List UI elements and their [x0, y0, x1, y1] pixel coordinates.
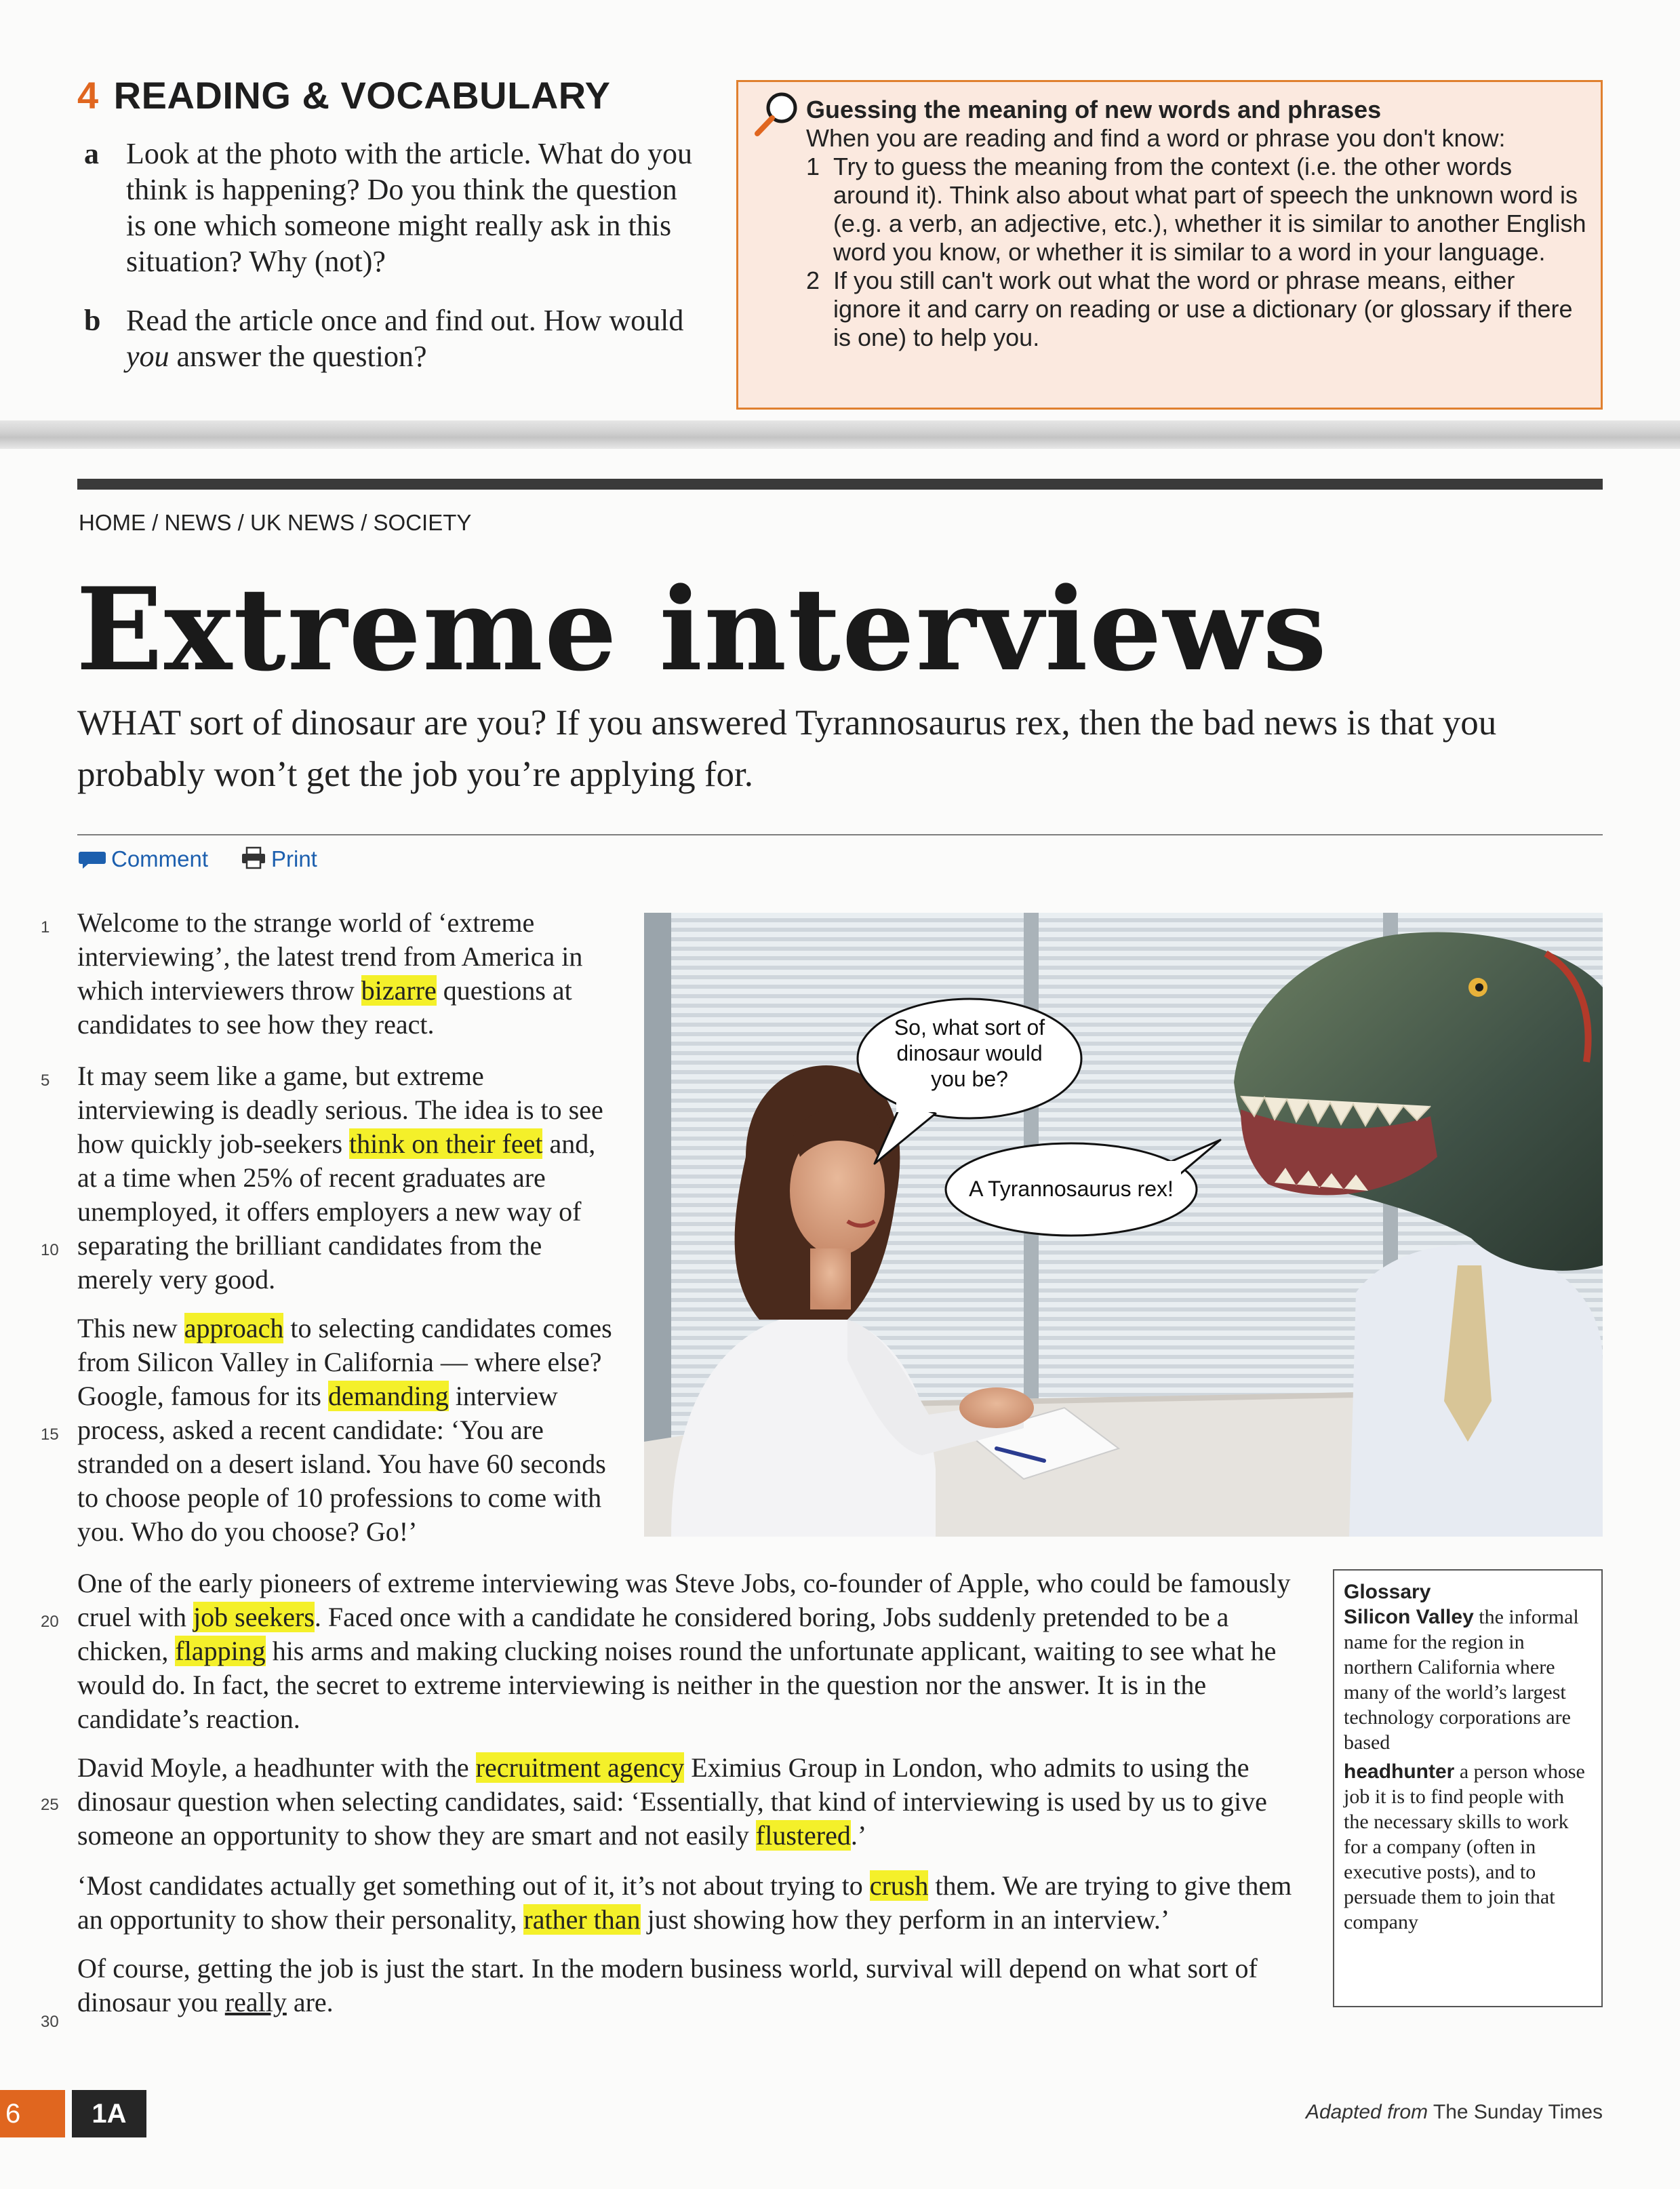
- article-headline: Extreme interviews: [76, 562, 1328, 696]
- tip-item: [806, 267, 1587, 352]
- underlined-word: really: [224, 1987, 287, 2017]
- highlighted-vocabulary: job seekers: [193, 1602, 315, 1632]
- page-number: 6: [0, 2090, 65, 2137]
- glossary-box: [1333, 1569, 1603, 2007]
- paragraph-text: ‘Most candidates actually get something out of it, it’s not about trying to: [77, 1870, 870, 1901]
- source-prefix: Adapted from: [1305, 2101, 1428, 2123]
- comment-icon: [77, 846, 111, 871]
- comment-button[interactable]: [77, 846, 208, 872]
- exercise-label: a: [84, 137, 99, 170]
- line-number: 30: [41, 2013, 59, 2031]
- unit-label: 1A: [72, 2090, 146, 2137]
- paragraph-text: questions at candidates to see how they react.: [77, 975, 572, 1040]
- exercise-text: [126, 302, 694, 374]
- speech-bubble-interviewer: [854, 994, 1085, 1123]
- print-icon: [240, 846, 271, 871]
- paragraph-text: and, at a time when 25% of recent graduates are unemployed, it offers employers a new way of separating the brilliant candidates from the merely very good.: [77, 1128, 596, 1295]
- glossary-term: Silicon Valley: [1344, 1606, 1474, 1628]
- line-number: 1: [41, 918, 50, 936]
- highlighted-vocabulary: crush: [869, 1870, 929, 1901]
- glossary-title: Glossary: [1344, 1581, 1431, 1603]
- glossary-entry: [1344, 1604, 1592, 1755]
- paragraph-text: are.: [286, 1987, 334, 2017]
- paragraph-text: David Moyle, a headhunter with the: [77, 1752, 476, 1783]
- exercise-a: [84, 136, 694, 279]
- article-paragraph: [77, 1312, 613, 1549]
- paragraph-text: . Faced once with a candidate he considered boring, Jobs suddenly pretended to be a chicken,: [77, 1602, 1229, 1666]
- comment-label: Comment: [111, 846, 209, 871]
- glossary-entry: [1344, 1759, 1592, 1935]
- article-paragraph: [77, 906, 613, 1042]
- highlighted-vocabulary: rather than: [523, 1904, 641, 1935]
- paragraph-text: Of course, getting the job is just the start. In the modern business world, survival will depend on what sort of dinosaur you: [77, 1953, 1258, 2017]
- paragraph-text: .’: [850, 1820, 867, 1851]
- article-paragraph: [77, 1566, 1311, 1736]
- tip-title: Guessing the meaning of new words and phrases: [806, 96, 1382, 123]
- page-fold-shadow: [0, 420, 1680, 449]
- paragraph-text: This new: [77, 1313, 184, 1343]
- line-number: 20: [41, 1613, 59, 1631]
- article-standfirst: WHAT sort of dinosaur are you? If you answered Tyrannosaurus rex, then the bad news is that you probably won’t get the job you’re applying for.: [77, 703, 1497, 794]
- source-credit: [1306, 2101, 1603, 2124]
- paragraph-text: Eximius Group in London, who admits to using the dinosaur question when selecting candidates, said: ‘Essentially, that kind of interviewing is used by us to give someone an opportunity to show they are smart and not easily: [77, 1752, 1267, 1851]
- glossary-term: headhunter: [1344, 1760, 1455, 1783]
- article-photo: [644, 913, 1603, 1537]
- paragraph-text: his arms and making clucking noises round the unfortunate applicant, waiting to see what he would do. In fact, the secret to extreme interviewing is neither in the question nor the answer. It is in the candidate’s reaction.: [77, 1636, 1277, 1734]
- speech-bubble-text: So, what sort of dinosaur would you be?: [894, 1015, 1045, 1091]
- exercise-text: Look at the photo with the article. What do you think is happening? Do you think the question is one which someone might really ask in this situation? Why (not)?: [126, 137, 692, 278]
- print-button[interactable]: [240, 846, 317, 872]
- highlighted-vocabulary: bizarre: [361, 975, 437, 1006]
- article-paragraph: [77, 1952, 1311, 2019]
- tip-box: [736, 80, 1603, 410]
- highlighted-vocabulary: flustered: [755, 1820, 851, 1851]
- breadcrumb[interactable]: HOME / NEWS / UK NEWS / SOCIETY: [79, 510, 472, 535]
- magnifier-icon: [752, 89, 802, 145]
- paragraph-text: It may seem like a game, but extreme interviewing is deadly serious. The idea is to see how quickly job-seekers: [77, 1061, 603, 1159]
- article-paragraph: [77, 1059, 613, 1297]
- paragraph-text: One of the early pioneers of extreme interviewing was Steve Jobs, co-founder of Apple, who could be famously cruel with: [77, 1568, 1291, 1632]
- paragraph-text: to selecting candidates comes from Silicon Valley in California — where else? Google, famous for its: [77, 1313, 612, 1411]
- exercise-text-part: answer the question?: [169, 340, 427, 373]
- highlighted-vocabulary: think on their feet: [349, 1128, 543, 1159]
- paragraph-text: Welcome to the strange world of ‘extreme interviewing’, the latest trend from America in which interviewers throw: [77, 907, 583, 1006]
- section-heading: [77, 73, 611, 117]
- exercise-b: [84, 302, 694, 374]
- tip-item-number: 1: [806, 153, 820, 180]
- line-number: 15: [41, 1425, 59, 1444]
- source-name: The Sunday Times: [1433, 2101, 1603, 2123]
- exercise-text-part: Read the article once and find out. How would: [126, 304, 684, 337]
- line-number: 25: [41, 1796, 59, 1814]
- paragraph-text: just showing how they perform in an interview.’: [640, 1904, 1170, 1935]
- tip-item-text: Try to guess the meaning from the context (i.e. the other words around it). Think also about what part of speech the unknown word is (e.g. a verb, an adjective, etc.), whether it is similar to another English word you know, or whether it is similar to a word in your language.: [833, 153, 1586, 266]
- tip-item-text: If you still can't work out what the word or phrase means, either ignore it and carry on reading or use a dictionary (or glossary if there is one) to help you.: [833, 267, 1573, 351]
- highlighted-vocabulary: approach: [184, 1313, 284, 1343]
- paragraph-text: interview process, asked a recent candidate: ‘You are stranded on a desert island. You have 60 seconds to choose people of 10 professions to come with you. Who do you choose? Go!’: [77, 1381, 606, 1547]
- highlighted-vocabulary: demanding: [327, 1381, 449, 1411]
- exercise-text-emphasis: you: [126, 340, 169, 373]
- tip-item: [806, 153, 1587, 267]
- article-paragraph: [77, 1751, 1311, 1853]
- speech-bubble-candidate: [942, 1137, 1200, 1238]
- print-label: Print: [271, 846, 317, 871]
- section-title: READING & VOCABULARY: [113, 74, 611, 117]
- line-number: 5: [41, 1071, 50, 1090]
- glossary-definition: a person whose job it is to find people with the necessary skills to work for a company (often in executive posts), and to persuade them to join that company: [1344, 1760, 1585, 1933]
- line-number: 10: [41, 1241, 59, 1259]
- article-paragraph: [77, 1869, 1311, 1937]
- glossary-definition: the informal name for the region in northern California where many of the world’s largest technology corporations are based: [1344, 1606, 1579, 1754]
- highlighted-vocabulary: flapping: [175, 1636, 266, 1666]
- exercise-label: b: [84, 304, 101, 337]
- article-top-bar: [77, 479, 1603, 490]
- divider: [77, 834, 1603, 835]
- tip-intro: When you are reading and find a word or phrase you don't know:: [806, 124, 1506, 152]
- highlighted-vocabulary: recruitment agency: [475, 1752, 685, 1783]
- speech-bubble-text: A Tyrannosaurus rex!: [969, 1177, 1174, 1201]
- tip-item-number: 2: [806, 267, 820, 294]
- paragraph-text: them. We are trying to give them an opportunity to show their personality,: [77, 1870, 1292, 1935]
- section-number: 4: [77, 74, 99, 117]
